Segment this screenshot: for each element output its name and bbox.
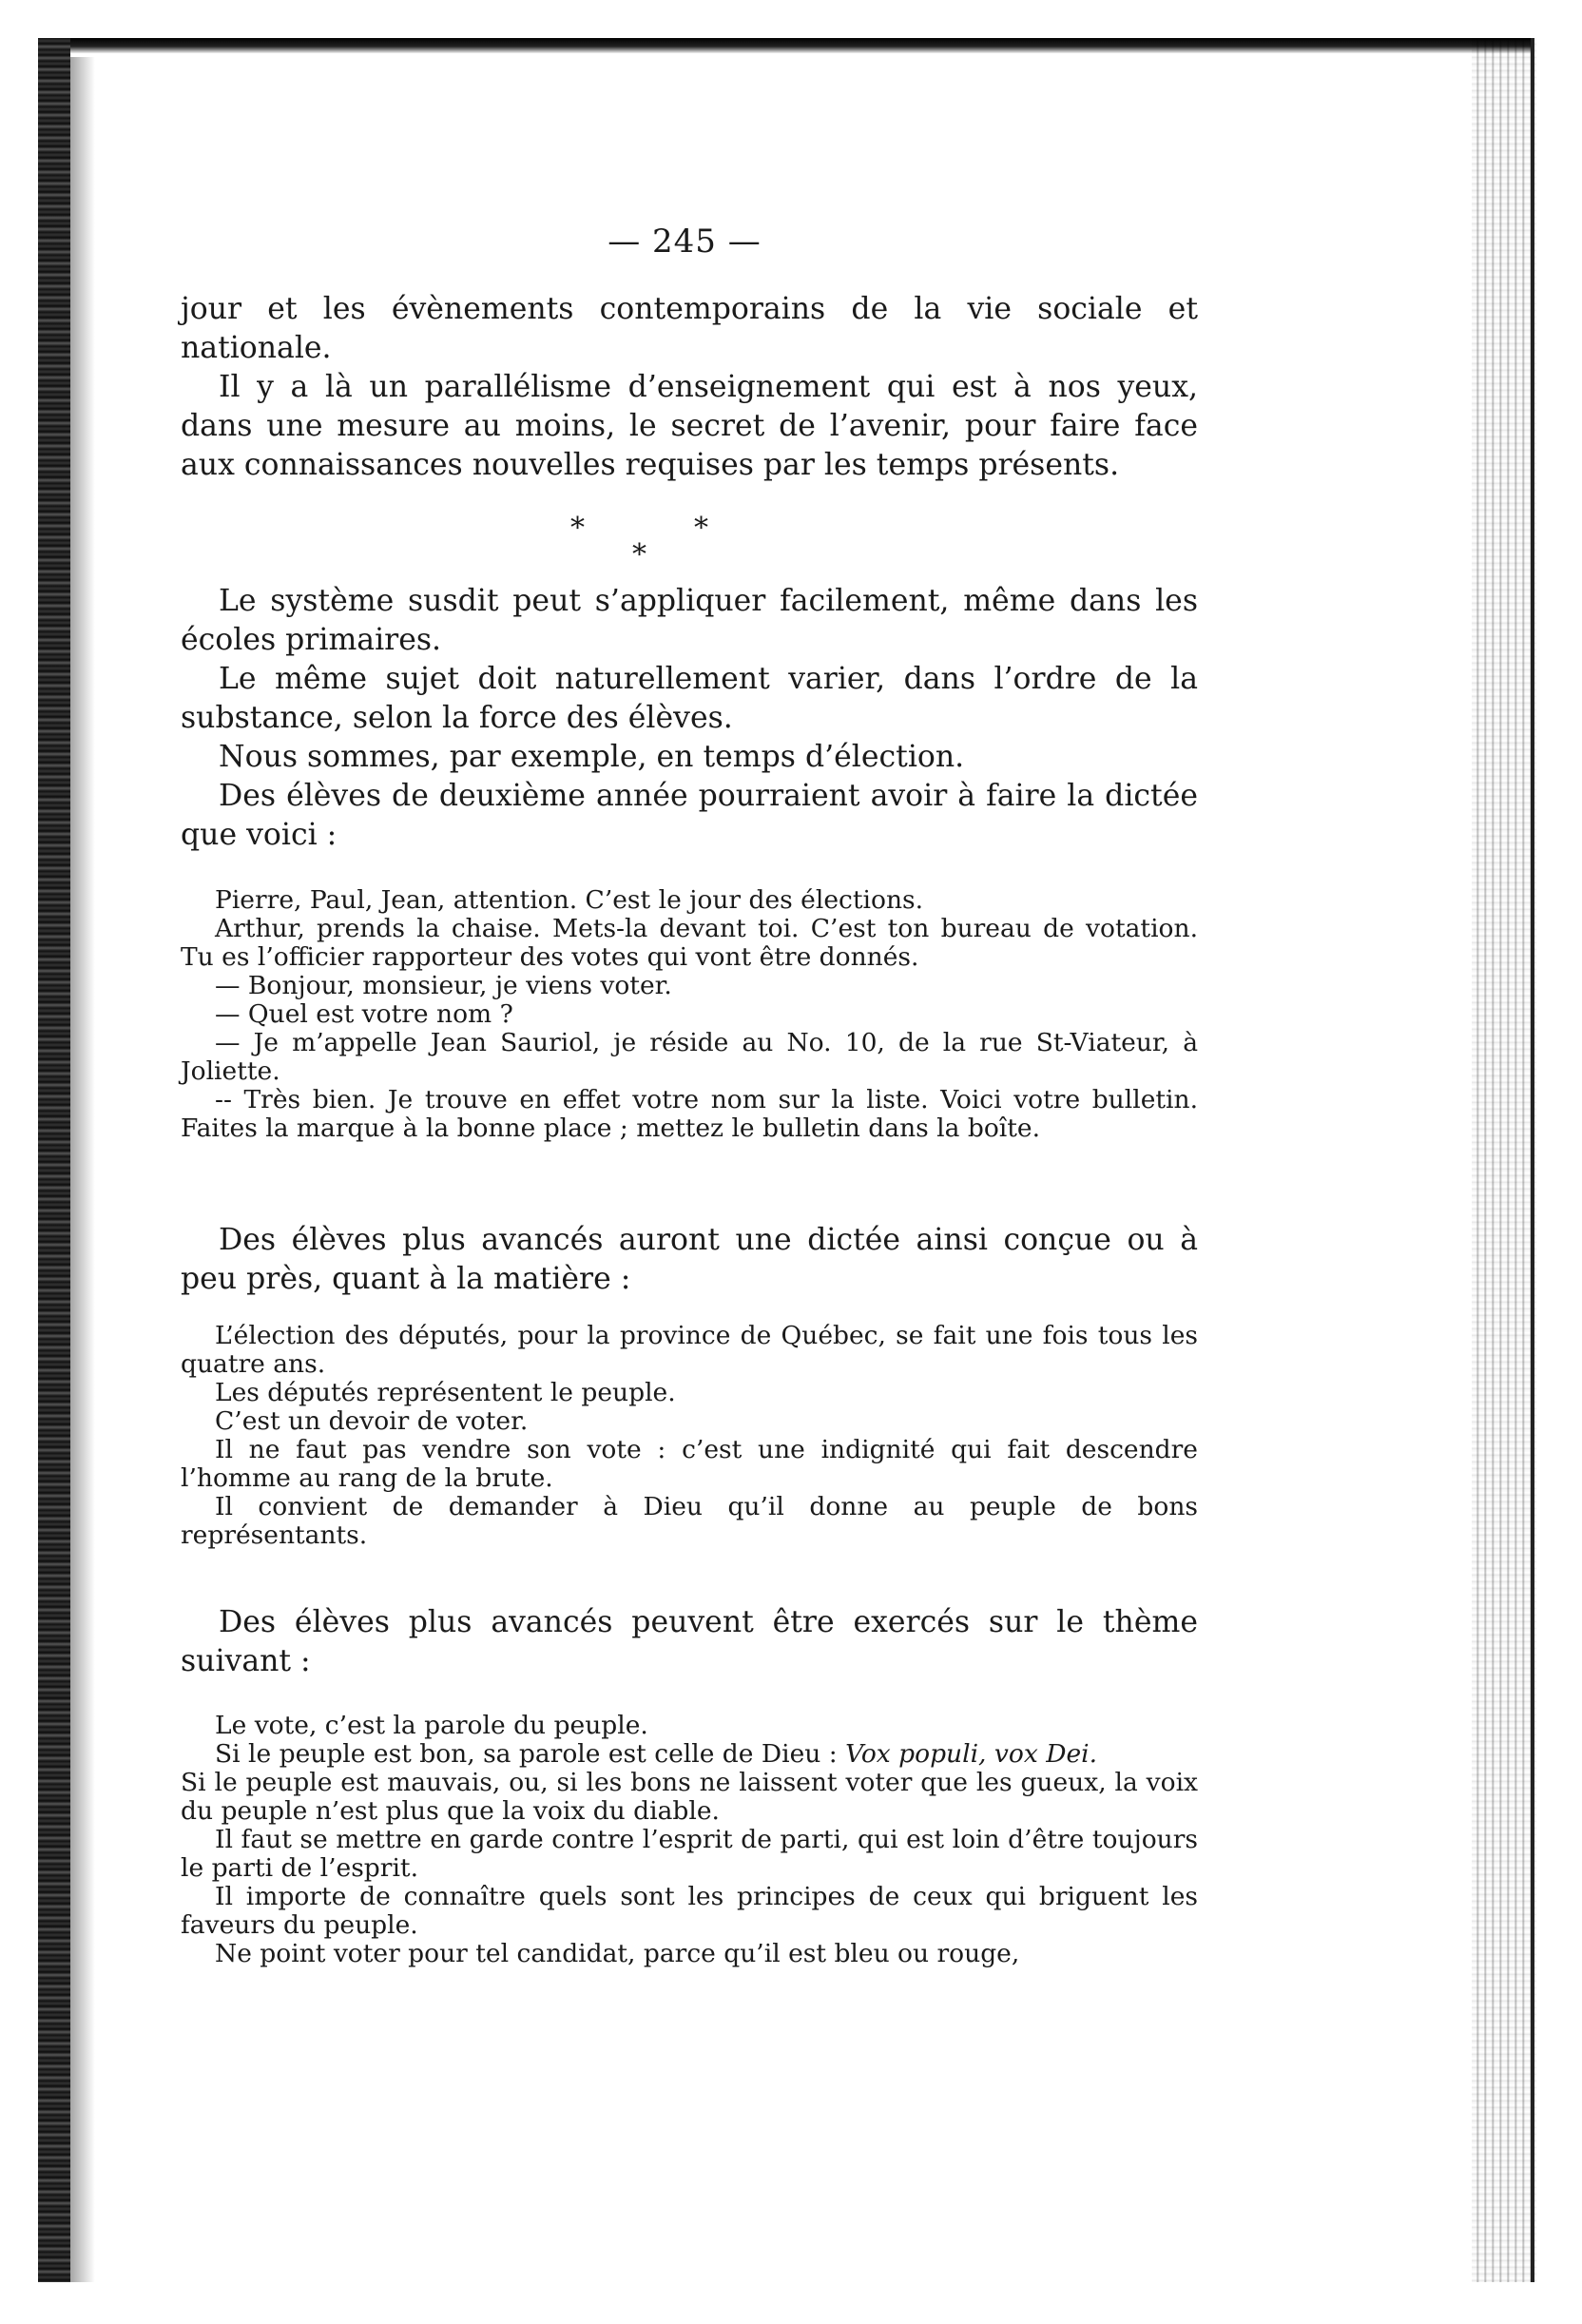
paragraph: Il y a là un parallélisme d’enseignement qui est à nos yeux, dans une mesure au moins, le secret de l’avenir, pour faire face aux connaissances nouvelles requises par les temps présents. <box>181 370 1198 482</box>
dictee-deuxieme-annee <box>181 886 1198 1143</box>
scan-left-shadow <box>70 57 95 2282</box>
intro-theme <box>181 1603 1198 1681</box>
scan-top-edge <box>49 38 1533 53</box>
scan-right-rule <box>1531 38 1534 2282</box>
dictee-avancee <box>181 1322 1198 1550</box>
dictee-line: — Bonjour, monsieur, je viens voter. <box>215 971 672 1000</box>
theme-line: Il faut se mettre en garde contre l’esprit de parti, qui est loin d’être toujours le parti de l’esprit. <box>181 1825 1198 1883</box>
dictee-line: — Quel est votre nom ? <box>215 999 513 1029</box>
theme-block <box>181 1712 1198 1968</box>
paragraph: Des élèves plus avancés auront une dictée ainsi conçue ou à peu près, quant à la matière : <box>181 1223 1198 1296</box>
asterisk: * <box>694 512 708 545</box>
paragraph: jour et les évènements contemporains de la vie sociale et nationale. <box>181 292 1198 365</box>
theme-line: Ne point voter pour tel candidat, parce qu’il est bleu ou rouge, <box>215 1939 1020 1968</box>
paragraph: Des élèves de deuxième année pourraient avoir à faire la dictée que voici : <box>181 779 1198 852</box>
dictee-line: Arthur, prends la chaise. Mets-la devant toi. C’est ton bureau de votation. Tu es l’officier rapporteur des votes qui vont être donnés. <box>181 914 1198 972</box>
scan-right-edge <box>1472 38 1536 2282</box>
dictee-line: C’est un devoir de voter. <box>215 1406 529 1436</box>
dictee-line: Les députés représentent le peuple. <box>215 1378 676 1407</box>
theme-line: Le vote, c’est la parole du peuple. <box>215 1711 648 1740</box>
theme-text: Si le peuple est bon, sa parole est celle de Dieu : <box>215 1739 846 1769</box>
dictee-line: Il ne faut pas vendre son vote : c’est une indignité qui fait descendre l’homme au rang de la brute. <box>181 1435 1198 1493</box>
section-separator <box>570 512 732 569</box>
paragraph: Le même sujet doit naturellement varier, dans l’ordre de la substance, selon la force des élèves. <box>181 662 1198 735</box>
theme-line: Il importe de connaître quels sont les principes de ceux qui briguent les faveurs du peuple. <box>181 1882 1198 1940</box>
paragraph: Le système susdit peut s’appliquer facilement, même dans les écoles primaires. <box>181 584 1198 657</box>
section-block <box>181 582 1198 855</box>
dictee-line: — Je m’appelle Jean Sauriol, je réside au No. 10, de la rue St-Viateur, à Joliette. <box>181 1028 1198 1086</box>
dictee-line: Il convient de demander à Dieu qu’il donne au peuple de bons représentants. <box>181 1492 1198 1550</box>
latin-quote: Vox populi, vox Dei. <box>845 1739 1098 1769</box>
intro-block <box>181 290 1198 485</box>
scan-left-edge <box>38 38 70 2282</box>
theme-line: Si le peuple est mauvais, ou, si les bons ne laissent voter que les gueux, la voix du peuple n’est plus que la voix du diable. <box>181 1768 1198 1826</box>
asterisk: * <box>632 538 646 571</box>
dictee-line: L’élection des députés, pour la province de Québec, se fait une fois tous les quatre ans. <box>181 1321 1198 1379</box>
dictee-line: Pierre, Paul, Jean, attention. C’est le jour des élections. <box>215 885 924 915</box>
paragraph: Nous sommes, par exemple, en temps d’élection. <box>219 740 965 774</box>
page-number: — 245 — <box>608 223 762 261</box>
intro-advanced <box>181 1221 1198 1299</box>
asterisk: * <box>570 512 585 545</box>
paragraph: Des élèves plus avancés peuvent être exercés sur le thème suivant : <box>181 1605 1198 1678</box>
dictee-line: -- Très bien. Je trouve en effet votre nom sur la liste. Voici votre bulletin. Faites la marque à la bonne place ; mettez le bulletin dans la boîte. <box>181 1085 1198 1143</box>
theme-line <box>181 1740 1198 1769</box>
